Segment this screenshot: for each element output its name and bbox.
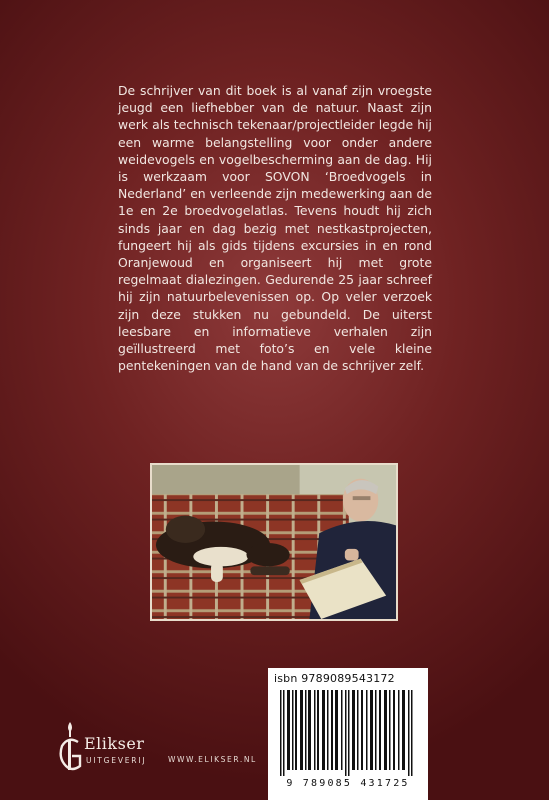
barcode — [274, 690, 422, 776]
publisher-emblem-icon — [56, 718, 86, 778]
publisher-subtitle: UITGEVERIJ — [86, 756, 147, 765]
author-photo — [150, 463, 398, 621]
publisher-logo — [56, 718, 166, 778]
barcode-digits: 9 789085 431725 — [286, 778, 410, 789]
isbn-barcode-box — [268, 668, 428, 800]
publisher-website[interactable]: WWW.ELIKSER.NL — [168, 755, 257, 764]
publisher-name: Elikser — [84, 734, 145, 753]
isbn-label: isbn 9789089543172 — [274, 672, 395, 685]
author-blurb: De schrijver van dit boek is al vanaf zijn vroegste jeugd een liefhebber van de natuur. Naast zijn werk als technisch tekenaar/projectleider legde hij een warme belangstelling voor onder andere weidevogels en vogelbescherming aan de dag. Hij is werkzaam voor SOVON ‘Broedvogels in Nederland’ en verleende zijn medewerking aan de 1e en 2e broedvogelatlas. Tevens houdt hij zich sinds jaar en dag bezig met nestkastprojecten, fungeert hij als gids tijdens excursies in en rond Oranjewoud en organiseert hij met grote regelmaat dialezingen. Gedurende 25 jaar schreef hij zijn natuurbelevenissen op. Op veler verzoek zijn deze stukken nu gebundeld. De uiterst leesbare en informatieve verhalen zijn geïllustreerd met foto’s en vele kleine pentekeningen van de hand van de schrijver zelf. — [118, 83, 432, 374]
